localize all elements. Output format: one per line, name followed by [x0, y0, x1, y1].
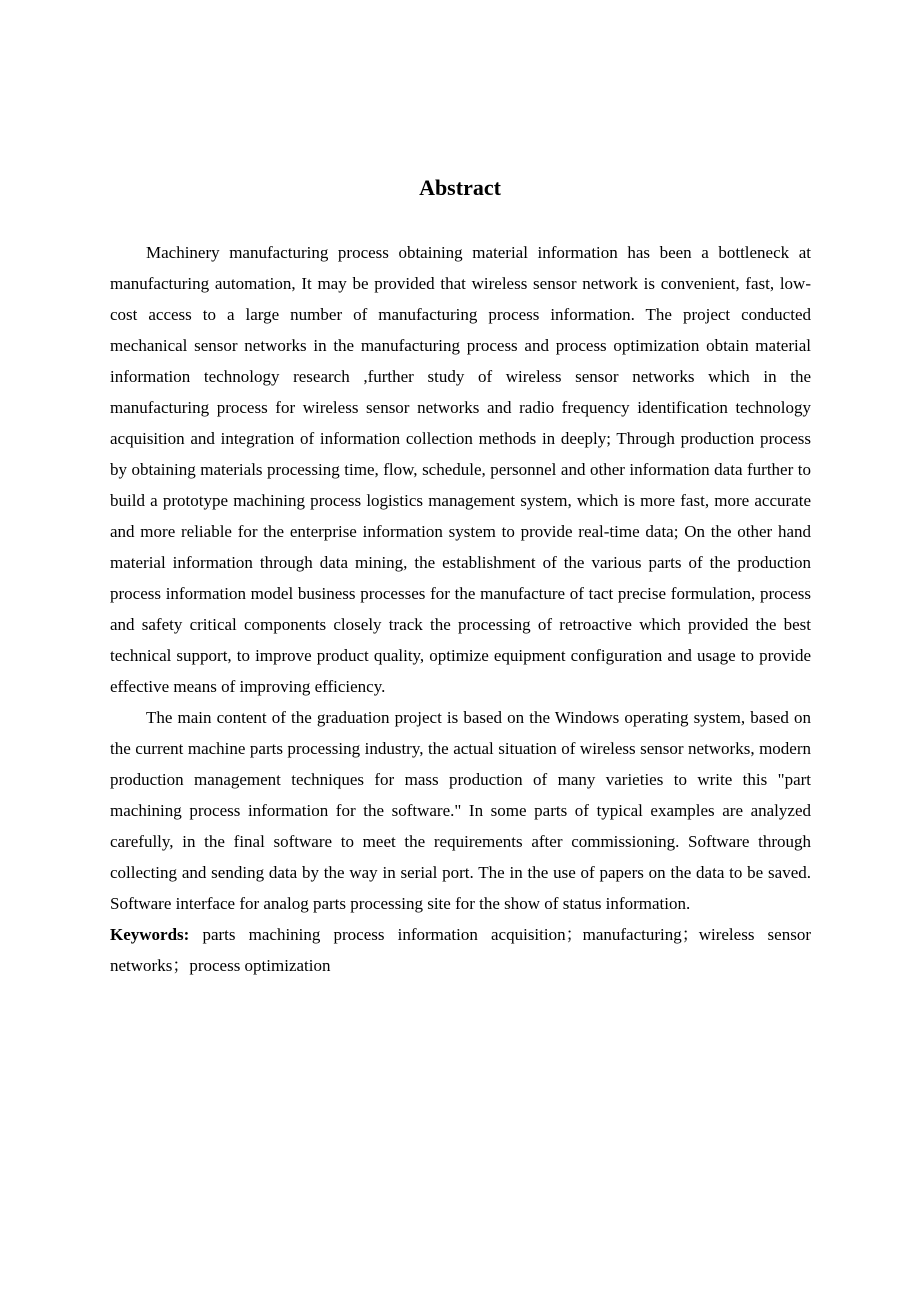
abstract-paragraph-2: The main content of the graduation project is based on the Windows operating system, based on the current machine parts processing industry, the actual situation of wireless sensor networks, modern production management techniques for mass production of many varieties to write this "part machining process information for the software." In some parts of typical examples are analyzed carefully, in the final software to meet the requirements after commissioning. Software through collecting and sending data by the way in serial port. The in the use of papers on the data to be saved. Software interface for analog parts processing site for the show of status information.: [110, 708, 811, 913]
page-title: Abstract: [419, 175, 501, 200]
keywords-text: parts machining process information acquisition；manufacturing；wireless sensor networks；process optimization: [110, 925, 811, 975]
keywords-label: Keywords:: [110, 925, 190, 944]
keywords-line: [110, 919, 811, 981]
abstract-paragraph-1: Machinery manufacturing process obtaining material information has been a bottleneck at manufacturing automation, It may be provided that wireless sensor network is convenient, fast, low-cost access to a large number of manufacturing process information. The project conducted mechanical sensor networks in the manufacturing process and process optimization obtain material information technology research ,further study of wireless sensor networks which in the manufacturing process for wireless sensor networks and radio frequency identification technology acquisition and integration of information collection methods in deeply; Through production process by obtaining materials processing time, flow, schedule, personnel and other information data further to build a prototype machining process logistics management system, which is more fast, more accurate and more reliable for the enterprise information system to provide real-time data; On the other hand material information through data mining, the establishment of the various parts of the production process information model business processes for the manufacture of tact precise formulation, process and safety critical components closely track the processing of retroactive which provided the best technical support, to improve product quality, optimize equipment configuration and usage to provide effective means of improving efficiency.: [110, 243, 811, 696]
abstract-body: [110, 237, 811, 981]
